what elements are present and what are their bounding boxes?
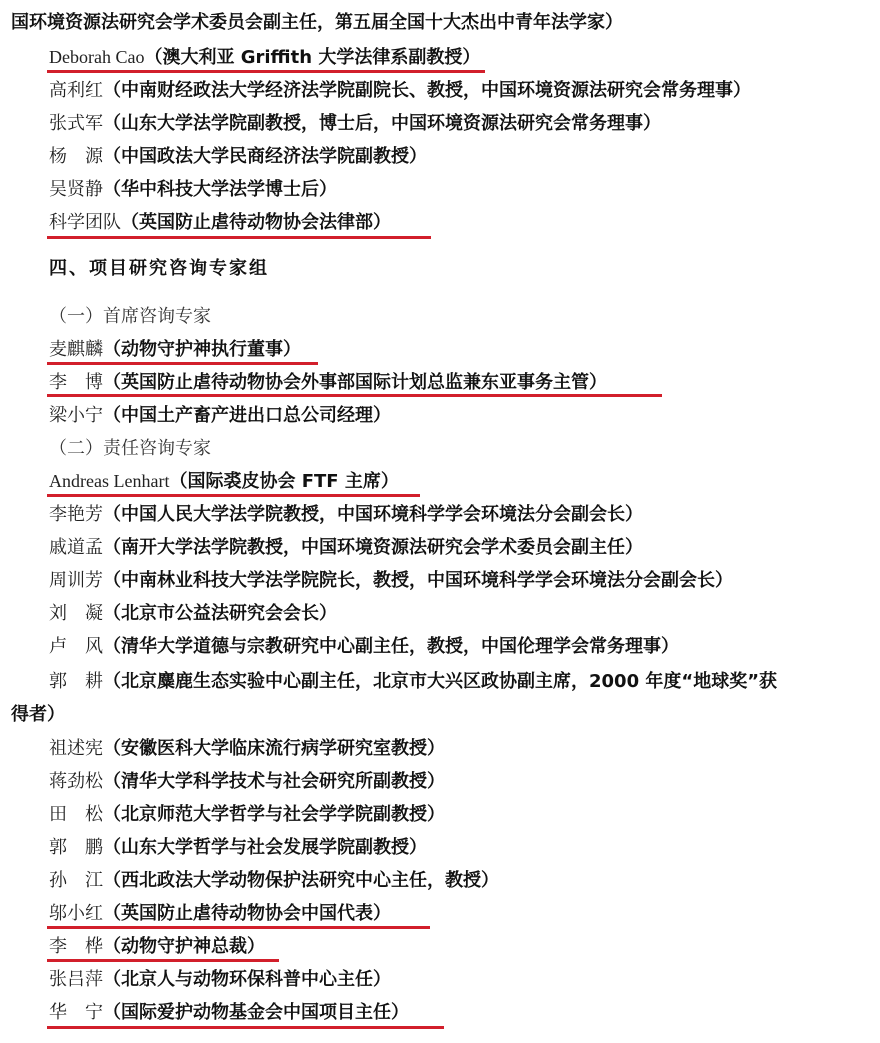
member-name: 华 宁 — [49, 1002, 103, 1022]
member-name: 孙 江 — [49, 870, 103, 890]
member-desc: （中国人民大学法学院教授，中国环境科学学会环境法分会副会长） — [103, 504, 643, 525]
member-entry — [0, 338, 880, 361]
member-entry — [0, 737, 880, 760]
member-name: 李 桦 — [49, 936, 103, 956]
member-entry — [0, 902, 880, 925]
highlight-underline — [47, 959, 279, 962]
member-name: 周训芳 — [49, 570, 103, 590]
member-name: 吴贤静 — [49, 179, 103, 199]
member-name: 科学团队 — [49, 212, 121, 232]
member-name: 李 博 — [49, 372, 103, 392]
member-entry — [0, 145, 880, 168]
member-desc: （北京麋鹿生态实验中心副主任，北京市大兴区政协副主席，2000 年度“地球奖”获 — [103, 671, 778, 692]
highlight-underline — [47, 494, 420, 497]
member-entry — [0, 836, 880, 859]
member-desc: （南开大学法学院教授，中国环境资源法研究会学术委员会副主任） — [103, 537, 643, 558]
member-desc: （中南林业科技大学法学院院长，教授，中国环境科学学会环境法分会副会长） — [103, 570, 733, 591]
member-name: 祖述宪 — [49, 738, 103, 758]
member-desc: （北京师范大学哲学与社会学学院副教授） — [103, 804, 445, 825]
highlight-underline — [47, 1026, 444, 1029]
member-name: 郭 鹏 — [49, 837, 103, 857]
highlight-underline — [47, 70, 485, 73]
member-desc: （动物守护神执行董事） — [103, 339, 301, 360]
highlight-underline — [47, 926, 430, 929]
member-desc: （华中科技大学法学博士后） — [103, 179, 337, 200]
member-name: 张式军 — [49, 113, 103, 133]
highlight-underline — [47, 236, 431, 239]
member-entry — [0, 1001, 880, 1024]
member-desc: （中国政法大学民商经济法学院副教授） — [103, 146, 427, 167]
member-desc: （中南财经政法大学经济法学院副院长、教授，中国环境资源法研究会常务理事） — [103, 80, 751, 101]
member-name: 蒋劲松 — [49, 771, 103, 791]
member-name: 田 松 — [49, 804, 103, 824]
member-entry — [0, 935, 880, 958]
member-name: 李艳芳 — [49, 504, 103, 524]
member-desc: （山东大学法学院副教授，博士后，中国环境资源法研究会常务理事） — [103, 113, 661, 134]
member-desc: （英国防止虐待动物协会法律部） — [121, 212, 391, 233]
member-desc: （澳大利亚 Griffith 大学法律系副教授） — [144, 47, 481, 68]
highlight-underline — [47, 362, 318, 365]
member-name: 高利红 — [49, 80, 103, 100]
member-name: 邬小红 — [49, 903, 103, 923]
member-entry — [0, 569, 880, 592]
member-desc: （清华大学道德与宗教研究中心副主任，教授，中国伦理学会常务理事） — [103, 636, 679, 657]
member-entry — [0, 670, 880, 693]
member-name: 戚道孟 — [49, 537, 103, 557]
member-entry — [0, 503, 880, 526]
member-name: 麦麒麟 — [49, 339, 103, 359]
member-desc: （安徽医科大学临床流行病学研究室教授） — [103, 738, 445, 759]
member-name: Andreas Lenhart — [49, 471, 170, 491]
member-entry — [0, 536, 880, 559]
subsection-title: （二）责任咨询专家 — [49, 438, 211, 458]
member-desc: （山东大学哲学与社会发展学院副教授） — [103, 837, 427, 858]
member-desc: （英国防止虐待动物协会外事部国际计划总监兼东亚事务主管） — [103, 372, 607, 393]
member-entry — [0, 46, 880, 69]
member-entry — [0, 770, 880, 793]
member-entry — [0, 602, 880, 625]
member-name: Deborah Cao — [49, 47, 145, 67]
member-desc: （清华大学科学技术与社会研究所副教授） — [103, 771, 445, 792]
member-desc: （中国土产畜产进出口总公司经理） — [103, 405, 391, 426]
member-entry — [0, 178, 880, 201]
member-desc: （国际爱护动物基金会中国项目主任） — [103, 1002, 409, 1023]
member-entry — [0, 470, 880, 493]
member-desc: （西北政法大学动物保护法研究中心主任，教授） — [103, 870, 499, 891]
subsection-title: （一）首席咨询专家 — [49, 306, 211, 326]
member-name: 杨 源 — [49, 146, 103, 166]
member-entry — [0, 371, 880, 394]
section-heading: 四、项目研究咨询专家组 — [49, 258, 269, 279]
member-name: 卢 风 — [49, 636, 103, 656]
member-desc: （动物守护神总裁） — [103, 936, 265, 957]
highlight-underline — [47, 394, 662, 397]
member-entry — [0, 635, 880, 658]
member-name: 刘 凝 — [49, 603, 103, 623]
continued-text: 国环境资源法研究会学术委员会副主任，第五届全国十大杰出中青年法学家） — [11, 12, 623, 33]
member-name: 郭 耕 — [49, 671, 103, 691]
member-entry — [0, 404, 880, 427]
member-desc: （北京人与动物环保科普中心主任） — [103, 969, 391, 990]
member-entry — [0, 112, 880, 135]
member-desc-continuation: 得者） — [11, 704, 65, 725]
member-entry — [0, 211, 880, 234]
member-desc: （英国防止虐待动物协会中国代表） — [103, 903, 391, 924]
member-entry — [0, 79, 880, 102]
member-entry — [0, 869, 880, 892]
member-name: 梁小宁 — [49, 405, 103, 425]
member-name: 张吕萍 — [49, 969, 103, 989]
member-entry — [0, 968, 880, 991]
member-desc: （国际裘皮协会 FTF 主席） — [169, 471, 399, 492]
member-entry — [0, 803, 880, 826]
member-desc: （北京市公益法研究会会长） — [103, 603, 337, 624]
